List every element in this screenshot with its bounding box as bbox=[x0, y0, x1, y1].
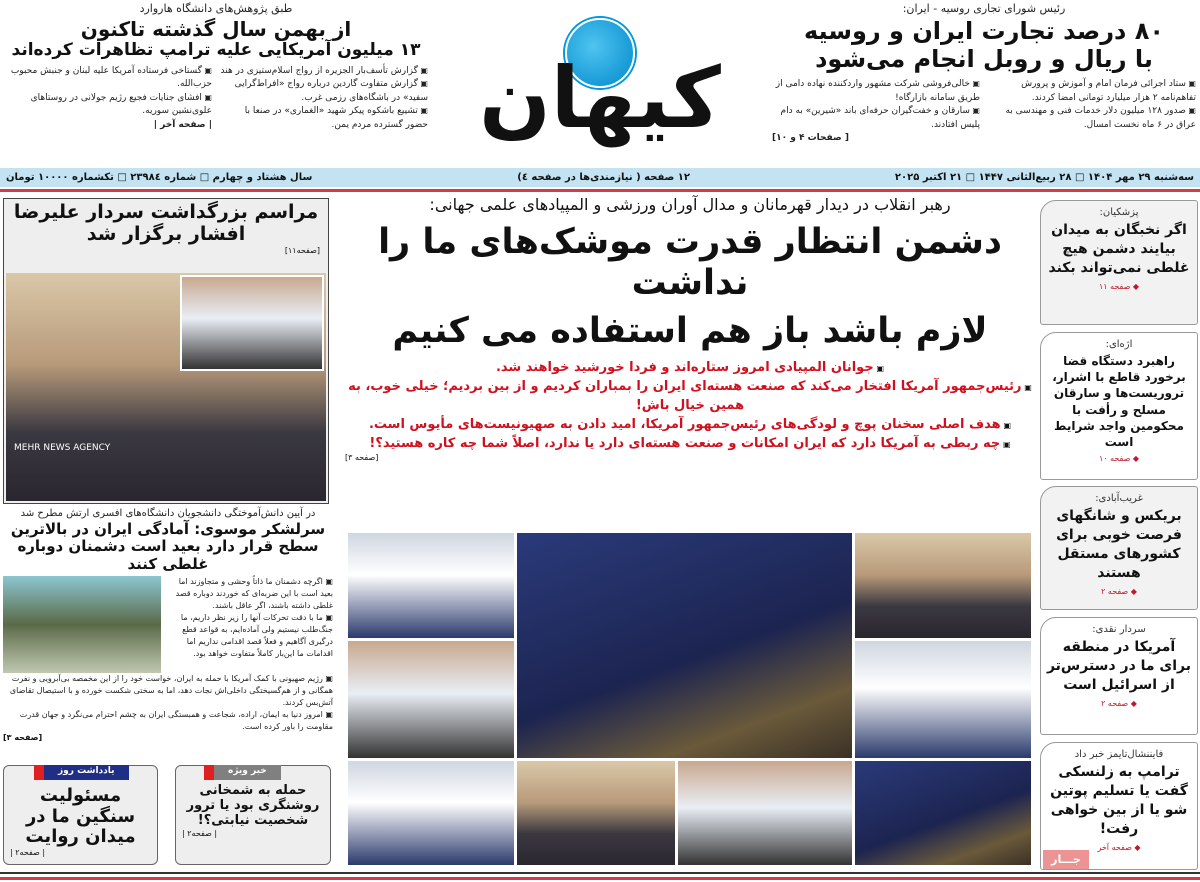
page-ref[interactable]: [ صفحات ۴ و ۱۰] bbox=[772, 133, 849, 144]
bullet: ▣ ستاد اجرائی فرمان امام و آموزش و پرورش تفاهم‌نامه ۲ هزار میلیارد تومانی امضا کردند. bbox=[988, 78, 1196, 105]
paragraph: ▣ امروز دنیا به ایمان، اراده، شجاعت و همبستگی ایران به چشم احترام می‌نگرد و جهان قدرت مقاومت را باور کرده است. bbox=[3, 709, 333, 733]
photo bbox=[3, 576, 161, 673]
bullet: ▣ گزارش متفاوت گاردین درباره رواج «افراط‌گرایی سفید» در باشگاه‌های رزمی غرب. bbox=[220, 78, 428, 105]
title: ترامپ به زلنسکی گفت یا تسلیم پوتین شو یا از بین خواهی رفت! bbox=[1050, 764, 1188, 837]
bullet: ▣ افشای جنایات فجیع رژیم جولانی در روستاهای علوی‌نشین سوریه. bbox=[4, 92, 212, 119]
left-photo-story[interactable] bbox=[3, 198, 329, 504]
photo-credit: MEHR NEWS AGENCY bbox=[14, 443, 111, 453]
bottom-red-line bbox=[0, 877, 1200, 880]
watermark-text: جـــار bbox=[1051, 853, 1081, 866]
headline: ۸۰ درصد تجارت ایران و روسیه bbox=[804, 17, 1164, 45]
date-bar bbox=[0, 168, 1200, 187]
bullet: ▣ گستاخی فرستاده آمریکا علیه لبنان و جنبش محبوب حزب‌الله. bbox=[4, 65, 212, 92]
divider bbox=[0, 189, 1200, 192]
sidebar-story[interactable] bbox=[1040, 486, 1198, 610]
tag-label: خبر ویژه bbox=[204, 765, 281, 780]
main-photo bbox=[517, 533, 852, 758]
main-headline: دشمن انتظار قدرت موشک‌های ما را نداشت bbox=[378, 222, 1002, 303]
sidebar-story[interactable] bbox=[1040, 200, 1198, 325]
masthead-logo bbox=[432, 8, 768, 158]
kicker: طبق پژوهش‌های دانشگاه هاروارد bbox=[139, 2, 293, 15]
page-ref[interactable]: [صفحه ۳] bbox=[345, 453, 379, 463]
title: آمریکا در منطقه برای ما در دسترس‌تر از اسرائیل است bbox=[1046, 639, 1192, 693]
kicker: اژه‌ای: bbox=[1105, 339, 1133, 350]
bullet: ▣ سارقان و خفت‌گیران حرفه‌ای باند «شیرین» به دام پلیس افتادند. bbox=[772, 105, 980, 132]
date: سه‌شنبه ۲۹ مهر ۱۴۰۴ □ ۲۸ ربیع‌الثانی ۱۴۴۷ □ ۲۱ اکتبر ۲۰۲۵ bbox=[894, 172, 1194, 183]
sidebar-story[interactable] bbox=[1040, 332, 1198, 480]
photo bbox=[678, 761, 852, 865]
headline: با ریال و روبل انجام می‌شود bbox=[815, 44, 1153, 73]
title: سرلشکر موسوی: آمادگی ایران در بالاترین سطح قرار دارد بعید است دشمنان دوباره غلطی کنند bbox=[10, 520, 326, 573]
kicker: سردار نقدی: bbox=[1092, 624, 1146, 635]
left-article[interactable] bbox=[3, 508, 333, 742]
inset-photo bbox=[180, 275, 324, 371]
paragraph: ▣ رژیم صهیونی با کمک آمریکا با حمله به ایران، خواست خود را از این مخمصه بی‌آبرویی و نفرت همگانی و از هم‌گسیختگی داخلی‌اش نجات دهد، اما به سختی شکست خورده و با استیصال تقاضای آتش‌بس کردند. bbox=[3, 673, 333, 709]
page-ref[interactable]: [صفحه ۳] bbox=[3, 732, 43, 742]
page-ref[interactable]: ◆ صفحه ۱۰ bbox=[1098, 454, 1140, 464]
title: مسئولیت سنگین ما در میدان روایت bbox=[25, 785, 136, 848]
sidebar-story[interactable] bbox=[1040, 617, 1198, 735]
headline: از بهمن سال گذشته تاکنون bbox=[80, 17, 352, 41]
bullet: ▣ تشییع باشکوه پیکر شهید «الغماری» در صنعا با حضور گسترده مردم یمن. bbox=[220, 105, 428, 132]
page-ref[interactable]: | صفحه۲ | bbox=[10, 848, 46, 858]
kicker: در آیین دانش‌آموختگی دانشجویان دانشگاه‌های افسری ارتش مطرح شد bbox=[20, 508, 316, 519]
bullet: ▣ رئیس‌جمهور آمریکا افتخار می‌کند که صنعت هسته‌ای ایران را بمباران کردیم و از بین بردیم؛ خیلی خوب، به همین خیال باش! bbox=[345, 378, 1035, 416]
title: حمله به شمخانی روشنگری بود یا ترور شخصیت نیابتی؟! bbox=[186, 783, 320, 828]
title: بریکس و شانگهای فرصت خوبی برای کشورهای مستقل هستند bbox=[1056, 508, 1182, 581]
bullet: ▣ هدف اصلی سخنان پوچ و لودگی‌های رئیس‌جمهور آمریکا، امید دادن به صهیونیست‌های مأیوس است. bbox=[345, 416, 1035, 435]
editorial-box[interactable] bbox=[3, 765, 158, 865]
bullet: ▣ صدور ۱۲۸ میلیون دلار خدمات فنی و مهندسی به عراق در ۶ ماه نخست امسال. bbox=[988, 105, 1196, 132]
bullet: ▣ خالی‌فروشی شرکت مشهور واردکننده نهاده دامی از طریق سامانه بازارگاه! bbox=[772, 78, 980, 105]
page-ref[interactable]: ◆ صفحه ۱۱ bbox=[1098, 281, 1140, 291]
photo bbox=[855, 533, 1031, 638]
paragraph: ▣ اگرچه دشمنان ما ذاتاً وحشی و متجاوزند اما بعید است با این ضربه‌ای که خوردند دوباره قصد غلطی داشته باشند، اگر عاقل باشند. bbox=[167, 576, 333, 612]
kicker: رئیس شورای تجاری روسیه - ایران: bbox=[902, 2, 1066, 15]
tag-label: یادداشت روز bbox=[34, 765, 129, 780]
bullet: ▣ جوانان المپیادی امروز ستاره‌اند و فردا خورشید خواهند شد. bbox=[345, 359, 1035, 378]
title: اگر نخبگان به میدان بیایند دشمن هیچ غلطی نمی‌تواند بکند bbox=[1048, 222, 1190, 276]
photo bbox=[348, 641, 514, 758]
paragraph: ▣ ما با دقت تحرکات آنها را زیر نظر داریم، ما جنگ‌طلب نیستیم ولی آماده‌ایم، به قواعد قطع درگیری آگاهیم و فعلاً قصد اقدامی نداریم اما اقدامات ما این‌بار کاملاً متفاوت خواهد بود. bbox=[167, 612, 333, 660]
special-news-box[interactable] bbox=[175, 765, 331, 865]
kicker: پزشکیان: bbox=[1099, 207, 1139, 218]
photo bbox=[855, 641, 1031, 758]
kicker: فایننشال‌تایمز خبر داد bbox=[1074, 749, 1164, 760]
title: مراسم بزرگداشت سردار علیرضا افشار برگزار شد bbox=[13, 201, 319, 245]
photo bbox=[348, 761, 514, 865]
main-story[interactable] bbox=[345, 196, 1035, 462]
watermark-logo bbox=[1043, 850, 1089, 869]
logo-text: کیهان bbox=[479, 49, 721, 147]
page-count: ۱۲ صفحه ( نیازمندی‌ها در صفحه ٤) bbox=[517, 172, 691, 183]
photo bbox=[348, 533, 514, 638]
issue-info: سال هشتاد و چهارم □ شماره ۲۳۹۸٤ □ تکشماره ۱۰۰۰۰ تومان bbox=[6, 172, 313, 183]
page-ref[interactable]: [صفحه۱۱] bbox=[284, 245, 320, 255]
page-ref[interactable]: | صفحه۲ | bbox=[182, 828, 218, 838]
bullet: ▣ گزارش تأسف‌بار الجزیره از رواج اسلام‌ستیزی در هند bbox=[220, 65, 428, 79]
page-ref[interactable]: ◆ صفحه ۲ bbox=[1101, 698, 1137, 708]
bullet: ▣ چه ربطی به آمریکا دارد که ایران امکانات و صنعت هسته‌ای دارد یا ندارد، اصلاً شما چه کاره هستید؟! bbox=[345, 435, 1035, 454]
headline: ۱۳ میلیون آمریکایی علیه ترامپ تظاهرات کرده‌اند bbox=[11, 40, 421, 60]
title: راهبرد دستگاه قضا برخورد قاطع با اشرار، تروریست‌ها و سارقان مسلح و رأفت با محکومین واجد شرایط است bbox=[1052, 354, 1186, 449]
photo bbox=[517, 761, 675, 865]
kicker: غریب‌آبادی: bbox=[1095, 493, 1143, 504]
photo bbox=[6, 273, 326, 501]
main-headline: لازم باشد باز هم استفاده می کنیم bbox=[392, 310, 988, 351]
top-left-story[interactable] bbox=[4, 2, 428, 132]
page-ref[interactable]: ◆ صفحه آخر bbox=[1097, 842, 1141, 852]
page-ref[interactable]: | صفحه آخر | bbox=[153, 119, 212, 130]
photo bbox=[855, 761, 1031, 865]
page-ref[interactable]: ◆ صفحه ۲ bbox=[1101, 586, 1137, 596]
top-right-story[interactable] bbox=[772, 2, 1196, 146]
kicker: رهبر انقلاب در دیدار قهرمانان و مدال آوران ورزشی و المپیادهای علمی جهانی: bbox=[429, 195, 951, 214]
bottom-divider bbox=[0, 872, 1200, 874]
